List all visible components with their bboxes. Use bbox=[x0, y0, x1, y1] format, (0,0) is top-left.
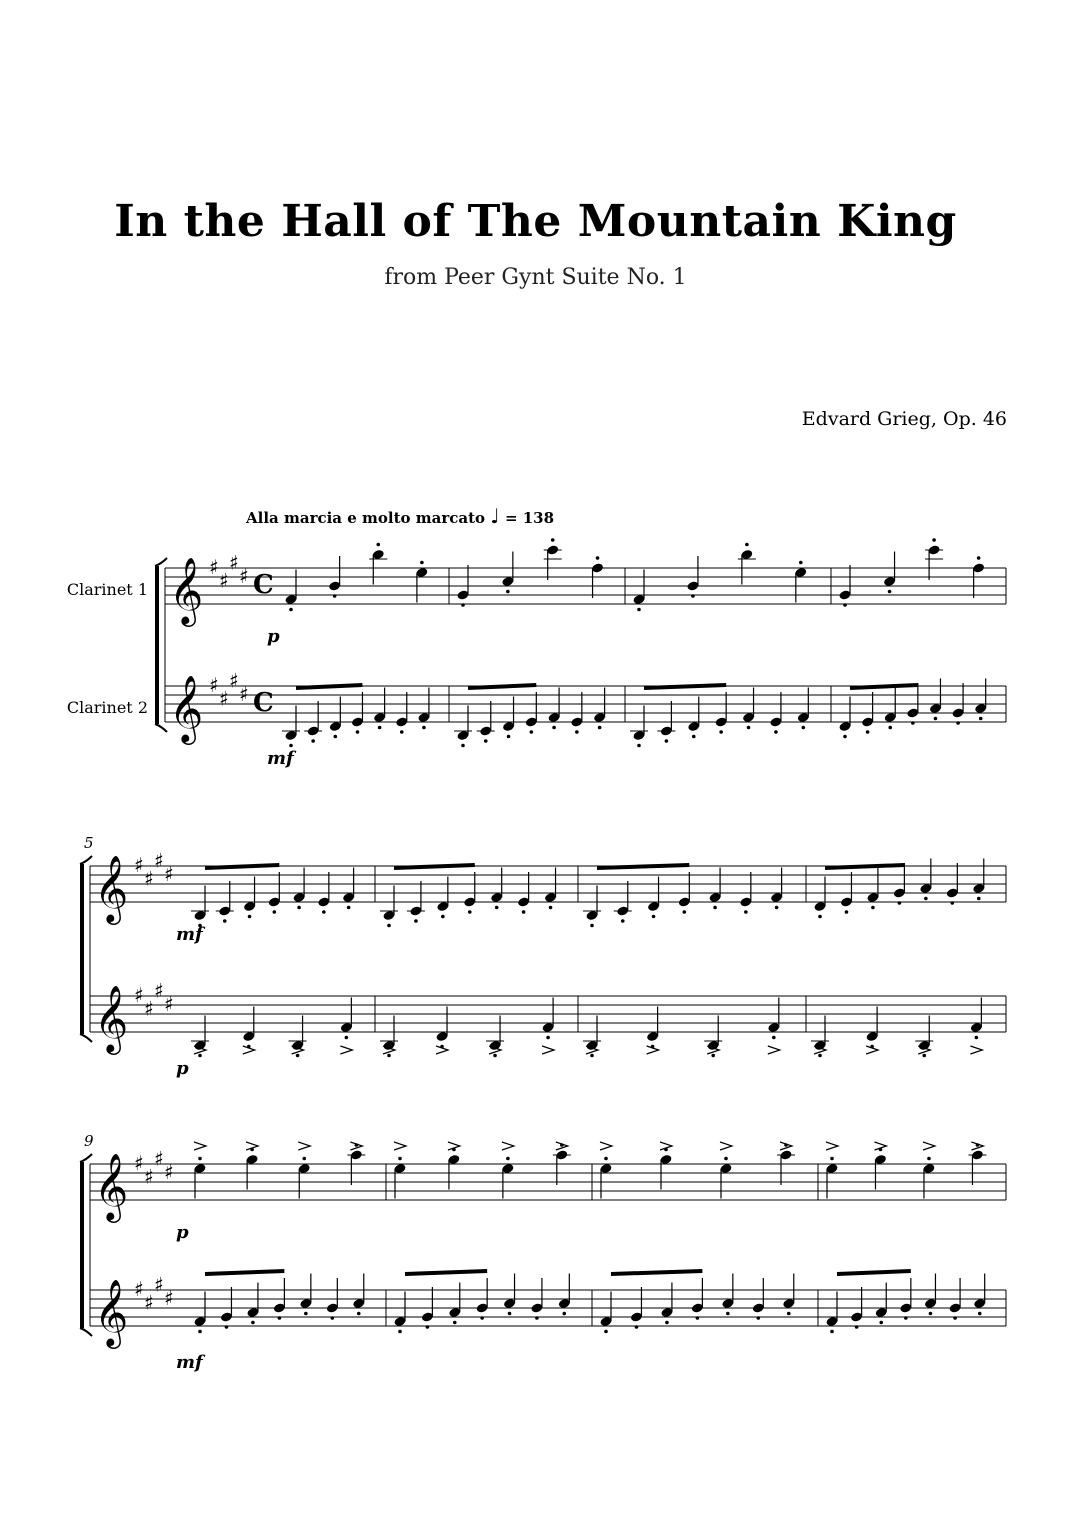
clarinet2-note bbox=[973, 1274, 986, 1316]
treble-clef-icon: 𝄞 bbox=[94, 984, 129, 1052]
clarinet1-note bbox=[284, 570, 297, 612]
clarinet1-note bbox=[193, 1157, 206, 1199]
clarinet1-note bbox=[770, 868, 783, 910]
staccato-dot bbox=[799, 561, 803, 565]
sharp-icon: ♯ bbox=[134, 853, 144, 877]
clarinet2-note bbox=[687, 697, 700, 739]
measure-number: 9 bbox=[84, 1132, 94, 1150]
staccato-dot bbox=[590, 924, 594, 928]
staccato-dot bbox=[775, 906, 779, 910]
staccato-dot bbox=[932, 538, 936, 542]
clarinet2-note bbox=[380, 1016, 398, 1058]
accent-mark bbox=[340, 1046, 352, 1054]
staccato-dot bbox=[334, 735, 338, 739]
clarinet2-note bbox=[593, 688, 606, 730]
staccato-dot bbox=[621, 919, 625, 923]
sharp-icon: ♯ bbox=[134, 1151, 144, 1175]
clarinet1-note bbox=[393, 1157, 406, 1199]
staccato-dot bbox=[696, 1316, 700, 1320]
accent-mark bbox=[720, 1142, 732, 1150]
clarinet2-beam bbox=[296, 685, 362, 688]
staccato-dot bbox=[422, 726, 426, 730]
staccato-dot bbox=[911, 721, 915, 725]
staccato-dot bbox=[598, 726, 602, 730]
staccato-dot bbox=[888, 726, 892, 730]
piece-subtitle: from Peer Gynt Suite No. 1 bbox=[384, 265, 687, 290]
tempo-bpm: = 138 bbox=[504, 509, 555, 527]
staccato-dot bbox=[400, 730, 404, 734]
staccato-dot bbox=[724, 1157, 728, 1161]
clarinet1-note bbox=[632, 570, 645, 612]
clarinet2-note bbox=[502, 697, 515, 739]
accent-mark bbox=[826, 1142, 838, 1150]
clarinet1-note bbox=[544, 868, 557, 910]
staccato-dot bbox=[975, 1036, 979, 1040]
staccato-dot bbox=[563, 1312, 567, 1316]
staccato-dot bbox=[953, 1316, 957, 1320]
sharp-icon: ♯ bbox=[239, 682, 249, 706]
clarinet2-note bbox=[548, 688, 561, 730]
staccato-dot bbox=[802, 726, 806, 730]
clarinet2-beam bbox=[850, 685, 918, 688]
clarinet2-note bbox=[282, 706, 300, 748]
sharp-icon: ♯ bbox=[154, 1272, 164, 1297]
staccato-dot bbox=[333, 594, 337, 598]
staccato-dot bbox=[535, 1316, 539, 1320]
staccato-dot bbox=[652, 915, 656, 919]
clarinet2-note bbox=[660, 1283, 673, 1325]
staccato-dot bbox=[665, 1321, 669, 1325]
staccato-dot bbox=[637, 608, 641, 612]
staccato-dot bbox=[356, 730, 360, 734]
clarinet2-note bbox=[630, 706, 648, 748]
staccato-dot bbox=[426, 1325, 430, 1329]
staccato-dot bbox=[691, 594, 695, 598]
staccato-dot bbox=[956, 721, 960, 725]
accent-mark bbox=[394, 1142, 406, 1150]
sharp-icon: ♯ bbox=[134, 1277, 144, 1301]
staccato-dot bbox=[493, 1054, 497, 1058]
clarinet1-note bbox=[972, 859, 985, 901]
clarinet2-note bbox=[767, 998, 780, 1040]
composer: Edvard Grieg, Op. 46 bbox=[801, 408, 1007, 430]
clarinet2-note bbox=[352, 1274, 365, 1316]
staccato-dot bbox=[304, 1312, 308, 1316]
staccato-dot bbox=[845, 910, 849, 914]
clarinet2-beam bbox=[405, 1271, 487, 1274]
staccato-dot bbox=[855, 1325, 859, 1329]
staccato-dot bbox=[879, 1321, 883, 1325]
staccato-dot bbox=[711, 1054, 715, 1058]
clarinet2-note bbox=[811, 1016, 829, 1058]
staccato-dot bbox=[546, 1036, 550, 1040]
clarinet1-note bbox=[709, 868, 722, 910]
staccato-dot bbox=[297, 906, 301, 910]
staccato-dot bbox=[977, 897, 981, 901]
staccato-dot bbox=[296, 1054, 300, 1058]
clarinet2-note bbox=[974, 679, 987, 721]
sharp-icon: ♯ bbox=[144, 1290, 154, 1315]
staccato-dot bbox=[453, 1321, 457, 1325]
sharp-icon: ♯ bbox=[144, 866, 154, 891]
sharp-icon: ♯ bbox=[219, 686, 229, 711]
clarinet1-note bbox=[380, 886, 398, 928]
staccato-dot bbox=[637, 744, 641, 748]
accent-mark bbox=[600, 1142, 612, 1150]
sharp-icon: ♯ bbox=[154, 848, 164, 873]
clarinet2-note bbox=[246, 1283, 259, 1325]
clarinet2-note bbox=[486, 1016, 504, 1058]
sharp-icon: ♯ bbox=[144, 1164, 154, 1189]
staccato-dot bbox=[398, 1330, 402, 1334]
time-signature: C bbox=[253, 570, 274, 600]
tempo-text: Alla marcia e molto marcato bbox=[246, 509, 486, 527]
clarinet2-note bbox=[915, 1016, 933, 1058]
staccato-dot bbox=[223, 919, 227, 923]
staccato-dot bbox=[311, 739, 315, 743]
staccato-dot bbox=[331, 1316, 335, 1320]
sharp-icon: ♯ bbox=[144, 996, 154, 1021]
staccato-dot bbox=[398, 1157, 402, 1161]
clarinet2-note bbox=[583, 1016, 601, 1058]
staccato-dot bbox=[387, 924, 391, 928]
staccato-dot bbox=[522, 910, 526, 914]
staccato-dot bbox=[273, 910, 277, 914]
bracket-hook bbox=[80, 1034, 92, 1042]
sharp-icon: ♯ bbox=[239, 564, 249, 588]
staccato-dot bbox=[772, 1036, 776, 1040]
clarinet2-note bbox=[704, 1016, 722, 1058]
clarinet1-beam bbox=[825, 865, 904, 868]
clarinet2-note bbox=[193, 1292, 206, 1334]
clarinet2-note bbox=[825, 1292, 838, 1334]
staccato-dot bbox=[376, 543, 380, 547]
clarinet1-note bbox=[501, 1157, 514, 1199]
clarinet2-note bbox=[454, 706, 472, 748]
staccato-dot bbox=[635, 1325, 639, 1329]
staccato-dot bbox=[506, 1157, 510, 1161]
clarinet1-note bbox=[925, 538, 943, 580]
clarinet1-note bbox=[883, 552, 896, 594]
staccato-dot bbox=[713, 906, 717, 910]
sharp-icon: ♯ bbox=[164, 1286, 174, 1310]
clarinet2-note bbox=[797, 688, 810, 730]
clarinet2-note bbox=[542, 998, 555, 1040]
staccato-dot bbox=[929, 1312, 933, 1316]
clarinet2-note bbox=[558, 1274, 571, 1316]
sharp-icon: ♯ bbox=[164, 992, 174, 1016]
clarinet2-beam bbox=[644, 685, 726, 688]
clarinet2-beam bbox=[468, 685, 536, 688]
staccato-dot bbox=[904, 1316, 908, 1320]
staccato-dot bbox=[978, 1312, 982, 1316]
treble-clef-icon: 𝄞 bbox=[94, 1278, 129, 1346]
piece-title: In the Hall of The Mountain King bbox=[114, 196, 957, 247]
accent-mark bbox=[542, 1046, 554, 1054]
clarinet1-note bbox=[866, 868, 879, 910]
staccato-dot bbox=[480, 1316, 484, 1320]
clarinet2-note bbox=[782, 1274, 795, 1316]
dynamic-clarinet2: mf bbox=[267, 748, 294, 769]
staccato-dot bbox=[888, 590, 892, 594]
clarinet2-note bbox=[393, 1292, 406, 1334]
accent-mark bbox=[923, 1142, 935, 1150]
staccato-dot bbox=[507, 735, 511, 739]
staccato-dot bbox=[922, 1054, 926, 1058]
staccato-dot bbox=[468, 910, 472, 914]
bracket-hook bbox=[80, 856, 92, 864]
upper-staff bbox=[90, 1164, 1006, 1200]
staccato-dot bbox=[508, 1312, 512, 1316]
measure-number: 5 bbox=[84, 834, 94, 852]
staccato-dot bbox=[378, 726, 382, 730]
staccato-dot bbox=[692, 735, 696, 739]
staccato-dot bbox=[604, 1157, 608, 1161]
clarinet2-beam bbox=[837, 1271, 911, 1274]
staccato-dot bbox=[866, 730, 870, 734]
staccato-dot bbox=[927, 1157, 931, 1161]
clarinet2-note bbox=[866, 1007, 879, 1049]
staccato-dot bbox=[744, 910, 748, 914]
clarinet1-note bbox=[794, 561, 807, 603]
staccato-dot bbox=[357, 1312, 361, 1316]
accent-mark bbox=[298, 1142, 310, 1150]
clarinet2-note bbox=[646, 1007, 659, 1049]
clarinet2-note bbox=[435, 1007, 448, 1049]
sharp-icon: ♯ bbox=[229, 550, 239, 575]
clarinet2-note bbox=[289, 1016, 307, 1058]
sharp-icon: ♯ bbox=[154, 1146, 164, 1171]
clarinet2-note bbox=[242, 1007, 255, 1049]
staccato-dot bbox=[251, 1321, 255, 1325]
dynamic-clarinet1: p bbox=[267, 626, 280, 647]
staccato-dot bbox=[289, 608, 293, 612]
clarinet2-beam bbox=[611, 1271, 702, 1274]
clarinet1-note bbox=[447, 1148, 460, 1190]
clarinet1-note bbox=[191, 886, 209, 928]
staccato-dot bbox=[441, 915, 445, 919]
clarinet2-note bbox=[884, 688, 897, 730]
staccato-dot bbox=[345, 1036, 349, 1040]
staccato-dot bbox=[818, 915, 822, 919]
staccato-dot bbox=[198, 1330, 202, 1334]
staccato-dot bbox=[830, 1330, 834, 1334]
accent-mark bbox=[194, 1142, 206, 1150]
clarinet1-note bbox=[243, 877, 256, 919]
clarinet1-beam bbox=[597, 865, 689, 868]
staccato-dot bbox=[506, 590, 510, 594]
instrument-label-clarinet-1: Clarinet 1 bbox=[66, 580, 148, 599]
staccato-dot bbox=[745, 543, 749, 547]
staccato-dot bbox=[347, 906, 351, 910]
staccato-dot bbox=[414, 919, 418, 923]
staccato-dot bbox=[604, 1330, 608, 1334]
dynamic-clarinet1: p bbox=[176, 1222, 189, 1243]
staccato-dot bbox=[843, 735, 847, 739]
sharp-icon: ♯ bbox=[164, 1160, 174, 1184]
staccato-dot bbox=[590, 1054, 594, 1058]
clarinet2-note bbox=[299, 1274, 312, 1316]
staccato-dot bbox=[575, 730, 579, 734]
staccato-dot bbox=[787, 1312, 791, 1316]
staccato-dot bbox=[977, 556, 981, 560]
clarinet1-note bbox=[919, 859, 932, 901]
clarinet1-note bbox=[415, 561, 428, 603]
clarinet2-note bbox=[373, 688, 386, 730]
clarinet1-note bbox=[501, 552, 514, 594]
staccato-dot bbox=[530, 730, 534, 734]
clarinet1-note bbox=[922, 1157, 935, 1199]
clarinet1-note bbox=[599, 1157, 612, 1199]
clarinet1-note bbox=[342, 868, 355, 910]
clarinet1-note bbox=[544, 538, 562, 580]
staccato-dot bbox=[549, 906, 553, 910]
quarter-note-icon: ♩ bbox=[490, 504, 500, 528]
clarinet1-note bbox=[246, 1148, 259, 1190]
clarinet2-note bbox=[875, 1283, 888, 1325]
staccato-dot bbox=[843, 603, 847, 607]
staccato-dot bbox=[924, 897, 928, 901]
staccato-dot bbox=[461, 744, 465, 748]
staccato-dot bbox=[979, 717, 983, 721]
treble-clef-icon: 𝄞 bbox=[94, 1152, 129, 1220]
staccato-dot bbox=[818, 1054, 822, 1058]
sharp-icon: ♯ bbox=[229, 668, 239, 693]
staccato-dot bbox=[248, 915, 252, 919]
clarinet1-note bbox=[825, 1157, 838, 1199]
clarinet2-note bbox=[599, 1292, 612, 1334]
treble-clef-icon: 𝄞 bbox=[94, 854, 129, 922]
dynamic-clarinet1: mf bbox=[176, 924, 203, 945]
clarinet1-note bbox=[293, 868, 306, 910]
staccato-dot bbox=[898, 901, 902, 905]
accent-mark bbox=[768, 1046, 780, 1054]
staccato-dot bbox=[198, 1157, 202, 1161]
sharp-icon: ♯ bbox=[209, 555, 219, 579]
clarinet1-beam bbox=[205, 865, 279, 868]
staccato-dot bbox=[551, 538, 555, 542]
sharp-icon: ♯ bbox=[209, 673, 219, 697]
staccato-dot bbox=[420, 561, 424, 565]
clarinet1-note bbox=[719, 1157, 732, 1199]
clarinet1-note bbox=[659, 1148, 672, 1190]
staccato-dot bbox=[774, 730, 778, 734]
staccato-dot bbox=[552, 726, 556, 730]
bracket-hook bbox=[155, 558, 167, 566]
staccato-dot bbox=[665, 739, 669, 743]
accent-mark bbox=[502, 1142, 514, 1150]
staccato-dot bbox=[719, 730, 723, 734]
time-signature: C bbox=[253, 688, 274, 718]
dynamic-clarinet2: mf bbox=[176, 1352, 203, 1373]
clarinet1-note bbox=[436, 877, 449, 919]
staccato-dot bbox=[387, 1054, 391, 1058]
staccato-dot bbox=[757, 1316, 761, 1320]
clarinet2-note bbox=[340, 998, 353, 1040]
treble-clef-icon: 𝄞 bbox=[169, 674, 204, 742]
staccato-dot bbox=[934, 717, 938, 721]
clarinet2-note bbox=[191, 1016, 209, 1058]
sharp-icon: ♯ bbox=[134, 983, 144, 1007]
staccato-dot bbox=[871, 906, 875, 910]
instrument-label-clarinet-2: Clarinet 2 bbox=[66, 698, 148, 717]
staccato-dot bbox=[225, 1325, 229, 1329]
staccato-dot bbox=[683, 910, 687, 914]
clarinet2-beam bbox=[205, 1271, 284, 1274]
bracket-hook bbox=[155, 724, 167, 732]
accent-mark bbox=[970, 1046, 982, 1054]
clarinet2-note bbox=[721, 1274, 734, 1316]
clarinet2-note bbox=[970, 998, 983, 1040]
staccato-dot bbox=[322, 910, 326, 914]
bracket-hook bbox=[80, 1328, 92, 1336]
staccato-dot bbox=[289, 744, 293, 748]
lower-staff bbox=[165, 686, 1006, 722]
staccato-dot bbox=[747, 726, 751, 730]
staccato-dot bbox=[484, 739, 488, 743]
staccato-dot bbox=[830, 1157, 834, 1161]
clarinet1-note bbox=[298, 1157, 311, 1199]
sharp-icon: ♯ bbox=[219, 568, 229, 593]
clarinet2-note bbox=[417, 688, 430, 730]
clarinet1-note bbox=[490, 868, 503, 910]
clarinet2-note bbox=[929, 679, 942, 721]
clarinet1-beam bbox=[394, 865, 475, 868]
clarinet2-note bbox=[838, 697, 851, 739]
clarinet2-note bbox=[924, 1274, 937, 1316]
sharp-icon: ♯ bbox=[164, 862, 174, 886]
clarinet2-note bbox=[742, 688, 755, 730]
staccato-dot bbox=[278, 1316, 282, 1320]
sharp-icon: ♯ bbox=[154, 978, 164, 1003]
clarinet2-note bbox=[329, 697, 342, 739]
staccato-dot bbox=[596, 556, 600, 560]
clarinet1-note bbox=[738, 543, 756, 585]
staccato-dot bbox=[951, 901, 955, 905]
clarinet1-note bbox=[647, 877, 660, 919]
clarinet1-note bbox=[369, 543, 387, 585]
dynamic-clarinet2: p bbox=[176, 1058, 189, 1079]
clarinet1-note bbox=[874, 1148, 887, 1190]
clarinet1-note bbox=[813, 877, 826, 919]
clarinet2-note bbox=[448, 1283, 461, 1325]
treble-clef-icon: 𝄞 bbox=[169, 556, 204, 624]
staccato-dot bbox=[495, 906, 499, 910]
staccato-dot bbox=[302, 1157, 306, 1161]
bracket-hook bbox=[80, 1154, 92, 1162]
clarinet2-note bbox=[503, 1274, 516, 1316]
staccato-dot bbox=[198, 1054, 202, 1058]
staccato-dot bbox=[726, 1312, 730, 1316]
clarinet1-note bbox=[583, 886, 601, 928]
staccato-dot bbox=[461, 603, 465, 607]
